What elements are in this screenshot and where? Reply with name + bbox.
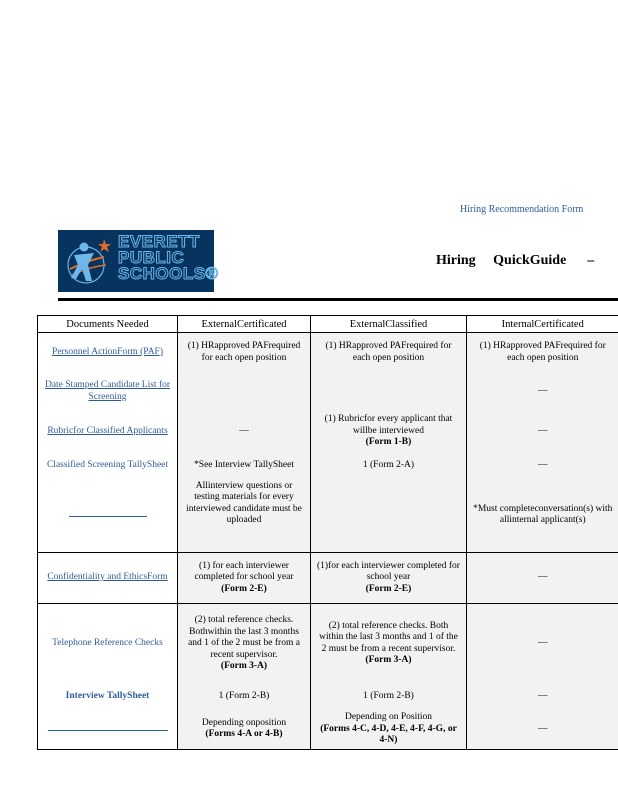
col-header-documents: Documents Needed [38, 316, 178, 333]
cell-ext-cert: — [178, 411, 311, 453]
logo-text-public: PUBLIC [118, 248, 185, 267]
cell-ext-cert: *See Interview TallySheet [178, 453, 311, 479]
logo-figure-icon [64, 235, 114, 287]
everett-public-schools-logo [58, 230, 219, 292]
cell-int-cert: — [467, 373, 618, 411]
cell-ext-class: (1)for each interviewer completed for school year (Form 2-E) [311, 553, 467, 604]
page-title: Hiring QuickGuide – [436, 253, 595, 268]
cell-ext-cert: (1) for each interviewer completed for school year (Form 2-E) [178, 553, 311, 604]
table-row [38, 453, 618, 479]
table-row [38, 684, 618, 710]
blank-doc-line[interactable] [69, 515, 147, 517]
table-row [38, 479, 618, 553]
doc-link-rubric[interactable]: Rubricfor Classified Applicants [47, 425, 168, 436]
table-row [38, 411, 618, 453]
doc-link-confidentiality[interactable]: Confidentiality and EthicsForm [47, 572, 168, 583]
cell-ext-class: 1 (Form 2-A) [311, 453, 467, 479]
col-header-external-certificated: ExternalCertificated [178, 316, 311, 333]
cell-ext-cert: 1 (Form 2-B) [178, 684, 311, 710]
table-row [38, 333, 618, 373]
doc-interview-tallysheet[interactable]: Interview TallySheet [65, 690, 150, 701]
cell-ext-cert [178, 373, 311, 411]
table-row [38, 604, 618, 684]
cell-int-cert: — [467, 411, 618, 453]
blank-doc-line[interactable] [48, 729, 168, 731]
col-header-internal-certificated: InternalCertificated [467, 316, 618, 333]
cell-int-cert: — [467, 553, 618, 604]
documents-table [37, 315, 618, 750]
cell-ext-cert: (1) HRapproved PAFrequired for each open position [178, 333, 311, 373]
hiring-recommendation-form-link[interactable]: Hiring Recommendation Form [460, 204, 584, 215]
cell-ext-class: (1) HRapproved PAFrequired for each open position [311, 333, 467, 373]
table-row [38, 373, 618, 411]
cell-int-cert: — [467, 453, 618, 479]
cell-ext-class: Depending on Position (Forms 4-C, 4-D, 4-E, 4-F, 4-G, or 4-N) [311, 710, 467, 750]
doc-link-paf[interactable]: Personnel ActionForm (PAF) [51, 347, 164, 357]
header-divider [58, 298, 618, 301]
cell-ext-class: (2) total reference checks. Both within the last 3 months and 1 of the 2 must be from a recent supervisor. (Form 3-A) [311, 604, 467, 684]
cell-ext-cert: Allinterview questions or testing materials for every interviewed candidate must be uploaded [178, 479, 311, 553]
cell-ext-class [311, 479, 467, 553]
doc-link-candidate-list[interactable]: Date Stamped Candidate List for Screening [44, 380, 171, 402]
cell-int-cert: *Must completeconversation(s) with allinternal applicant(s) [467, 479, 618, 553]
logo-text-everett: EVERETT [118, 232, 200, 251]
cell-ext-cert: Depending onposition (Forms 4-A or 4-B) [178, 710, 311, 750]
table-header-row [38, 316, 618, 333]
cell-ext-class: (1) Rubricfor every applicant that willbe interviewed (Form 1-B) [311, 411, 467, 453]
cell-ext-class [311, 373, 467, 411]
cell-int-cert: (1) HRapproved PAFrequired for each open position [467, 333, 618, 373]
logo-text-schools: SCHOOLS® [118, 264, 219, 283]
table-row [38, 553, 618, 604]
doc-classified-screening-tallysheet[interactable]: Classified Screening TallySheet [46, 459, 169, 470]
cell-int-cert: — [467, 710, 618, 750]
cell-ext-class: 1 (Form 2-B) [311, 684, 467, 710]
cell-int-cert: — [467, 604, 618, 684]
col-header-external-classified: ExternalClassified [311, 316, 467, 333]
cell-ext-cert: (2) total reference checks. Bothwithin the last 3 months and 1 of the 2 must be from a recent supervisor. (Form 3-A) [178, 604, 311, 684]
cell-int-cert: — [467, 684, 618, 710]
doc-telephone-reference-checks[interactable]: Telephone Reference Checks [52, 638, 163, 648]
table-row [38, 710, 618, 750]
